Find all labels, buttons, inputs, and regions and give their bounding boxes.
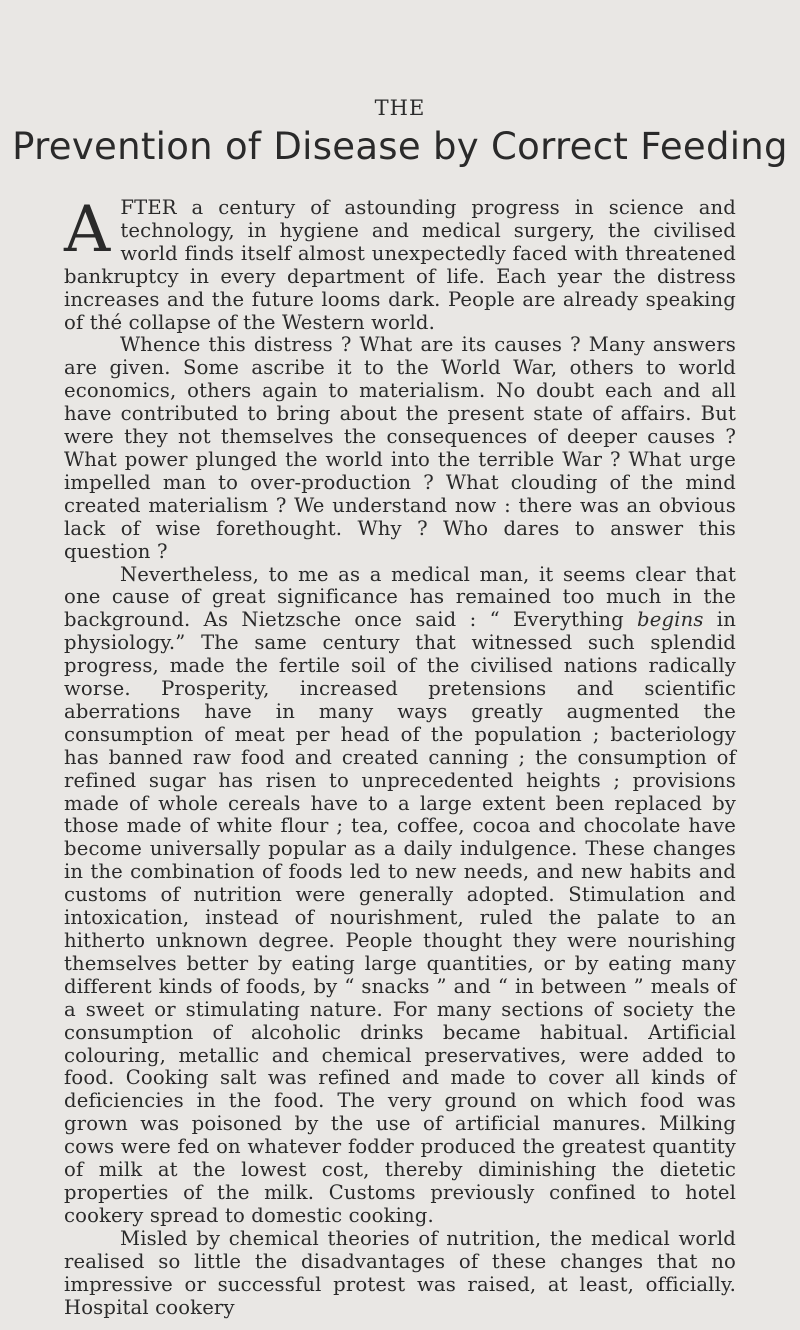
- paragraph-3-text-a: Nevertheless, to me as a medical man, it seems clear that one cause of great significance has remained too much in the background. As Nietzsche once said : “ Everything: [64, 562, 736, 632]
- title-kicker: THE: [374, 96, 426, 120]
- paragraph-4: Misled by chemical theories of nutrition, the medical world realised so little the disadvantages of these changes that no impressive or successful protest was raised, at least, officially. Hospital cookery: [64, 1226, 736, 1319]
- paragraph-3: [64, 564, 736, 1228]
- paragraph-1-text: FTER a century of astounding progress in science and technology, in hygiene and medical surgery, the civilised world finds itself almost unexpectedly faced with threatened bankruptcy in every department of life. Each year the distress increases and the future looms dark. People are already speaking of thé collapse of the Western world.: [64, 196, 736, 334]
- paragraph-3-text-b: in physiology.” The same century that witnessed such splendid progress, made the fertile soil of the civilised nations radically worse. Prosperity, increased pretensions and scientific aberrations have in many ways greatly augmented the consumption of meat per head of the population ; bacteriology has banned raw food and created canning ; the consumption of refined sugar has risen to unprecedented heights ; provisions made of whole cereals have to a large extent been replaced by those made of white flour ; tea, coffee, cocoa and chocolate have become universally popular as a daily indulgence. These changes in the combination of foods led to new needs, and new habits and customs of nutrition were generally adopted. Stimulation and intoxication, instead of nourishment, ruled the palate to an hitherto unknown degree. People thought they were nourishing themselves better by eating large quantities, or by eating many different kinds of foods, by “ snacks ” and “ in between ” meals of a sweet or stimulating nature. For many sections of society the consumption of alcoholic drinks became habitual. Artificial colouring, metallic and chemical preservatives, were added to food. Cooking salt was refined and made to cover all kinds of deficiencies in the food. The very ground on which food was grown was poisoned by the use of artificial manures. Milking cows were fed on whatever fodder produced the greatest quantity of milk at the lowest cost, thereby diminishing the dietetic properties of the milk. Customs previously confined to hotel cookery spread to domestic cooking.: [64, 608, 736, 1227]
- page-title: Prevention of Disease by Correct Feeding: [12, 125, 788, 168]
- paragraph-2: Whence this distress ? What are its causes ? Many answers are given. Some ascribe it to the World War, others to world economics, others again to materialism. No doubt each and all have contributed to bring about the present state of affairs. But were they not themselves the consequences of deeper causes ? What power plunged the world into the terrible War ? What urge impelled man to over-production ? What clouding of the mind created materialism ? We understand now : there was an obvious lack of wise forethought. Why ? Who dares to answer this question ?: [64, 333, 736, 563]
- paragraph-1: [64, 193, 736, 334]
- drop-cap: A: [64, 193, 111, 267]
- paragraph-3-emphasis: begins: [637, 608, 704, 632]
- article-body: [64, 193, 736, 1319]
